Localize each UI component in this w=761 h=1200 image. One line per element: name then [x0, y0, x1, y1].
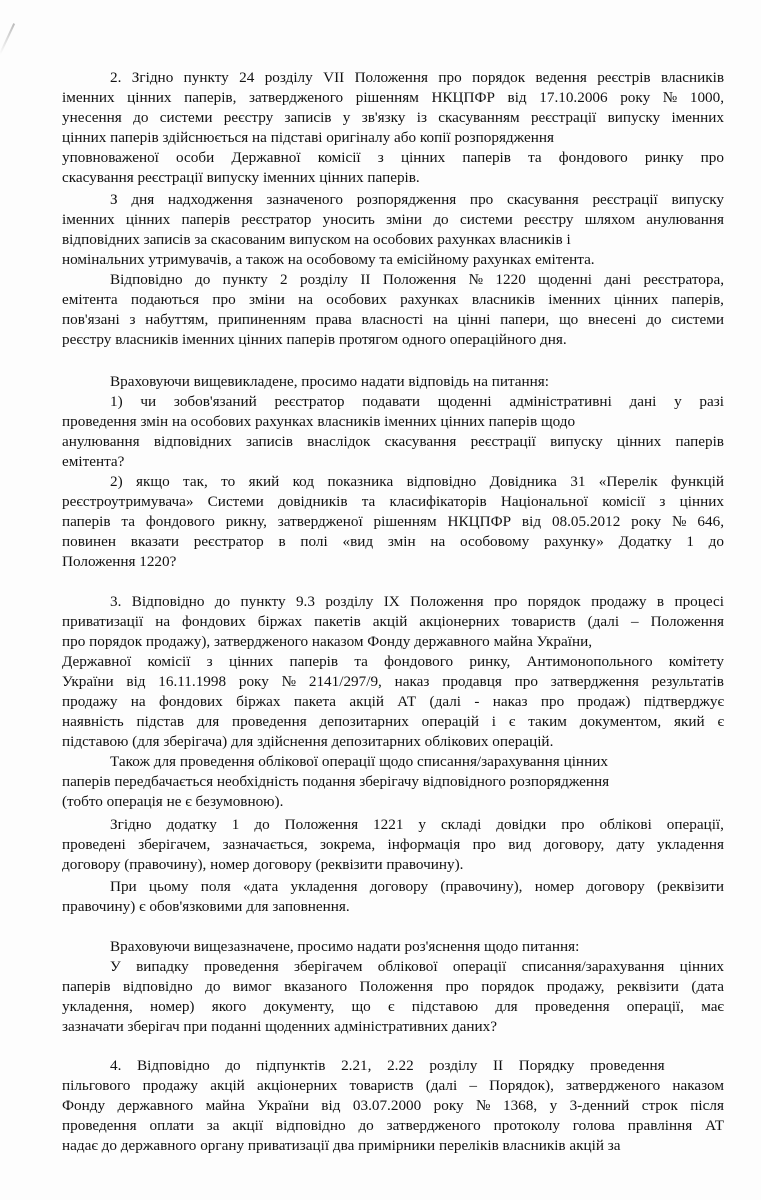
text-line: цінних паперів здійснюється на підставі оригіналу або копії розпорядження: [62, 129, 554, 146]
text-line: Враховуючи вищевикладене, просимо надати відповідь на питання:: [110, 373, 550, 390]
text-line: 2. Згідно пункту 24 розділу VII Положення про порядок ведення реєстрів власників: [110, 69, 725, 86]
text-line: іменних цінних паперів, затвердженого рішенням НКЦПФР від 17.10.2006 року № 1000,: [62, 89, 725, 106]
text-line: правочину) є обов'язковими для заповнення.: [62, 898, 350, 915]
text-line: (тобто операція не є безумовною).: [62, 793, 284, 810]
text-line: про порядок продажу), затвердженого наказом Фонду державного майна України,: [62, 633, 593, 650]
text-line: проведення змін на особових рахунках власників іменних цінних паперів щодо: [62, 413, 576, 430]
text-line: продажу на фондових біржах пакета акцій АТ (далі - наказ про продаж) підтверджує: [62, 693, 725, 710]
text-line: пільгового продажу акцій акціонерних товариств (далі – Порядок), затвердженого наказом: [62, 1077, 724, 1094]
text-line: У випадку проведення зберігачем облікової операції списання/зарахування цінних: [110, 958, 724, 975]
text-line: іменних цінних паперів реєстратор уносить зміни до системи реєстру шляхом анулювання: [62, 211, 724, 228]
text-line: емітента?: [62, 453, 125, 470]
text-line: паперів та фондового рикну, затвердженої рішенням НКЦПФР від 08.05.2012 року № 646,: [62, 513, 724, 530]
text-line: підставою (для зберігача) для здійснення депозитарних облікових операцій.: [62, 733, 554, 750]
text-line: надає до державного органу приватизації два примірники переліків власників акцій за: [62, 1137, 621, 1154]
text-line: При цьому поля «дата укладення договору (правочину), номер договору (реквізити: [110, 878, 725, 895]
text-line: наявність підстав для проведення депозитарних операцій і є таким документом, який є: [62, 713, 725, 730]
scan-artifact: [0, 23, 15, 55]
text-line: 2) якщо так, то який код показника відповідно Довідника 31 «Перелік функцій: [110, 473, 725, 490]
text-line: повинен вказати реєстратор в полі «вид змін на особовому рахунку» Додатку 1 до: [62, 533, 724, 550]
text-line: Положення 1220?: [62, 553, 177, 570]
text-line: договору (правочину), номер договору (реквізити правочину).: [62, 856, 464, 873]
text-line: Також для проведення облікової операції щодо списання/зарахування цінних: [110, 753, 608, 770]
text-line: паперів передбачається необхідність подання зберігачу відповідного розпорядження: [62, 773, 610, 790]
text-line: України від 16.11.1998 року № 2141/297/9, наказ продавця про затвердження результатів: [62, 673, 724, 690]
text-line: скасування реєстрації випуску іменних цінних паперів.: [62, 169, 420, 186]
text-line: зазначати зберігач при поданні щоденних адміністративних даних?: [62, 1018, 497, 1035]
text-line: проведення оплати за акції відповідно до затвердженого протоколу голова правління АТ: [62, 1117, 725, 1134]
text-line: 4. Відповідно до підпунктів 2.21, 2.22 розділу II Порядку проведення: [110, 1057, 665, 1074]
text-line: номінальних утримувачів, а також на особовому та емісійному рахунках емітента.: [62, 251, 595, 268]
text-line: Відповідно до пункту 2 розділу II Положення № 1220 щоденні дані реєстратора,: [110, 271, 724, 288]
text-line: 3. Відповідно до пункту 9.3 розділу IX Положення про порядок продажу в процесі: [110, 593, 724, 610]
text-line: реєстроутримувача» Системи довідників та класифікаторів Національної комісії з цінних: [62, 493, 724, 510]
text-line: укладення, номер) якого документу, що є підставою для проведення операції, має: [62, 998, 724, 1015]
text-line: відповідних записів за скасованим випуском на особових рахунках власників і: [62, 231, 571, 248]
text-line: паперів відповідно до вимог вказаного Положення про порядок продажу, реквізити (дата: [62, 978, 725, 995]
text-line: емітента подаються про зміни на особових рахунках власників іменних цінних паперів,: [62, 291, 724, 308]
text-line: пов'язані з набуттям, припиненням права власності на цінні папери, що внесені до системи: [62, 311, 724, 328]
text-line: унесення до системи реєстру записів у зв'язку із скасуванням реєстрації випуску іменних: [62, 109, 725, 126]
text-line: 1) чи зобов'язаний реєстратор подавати щоденні адміністративні дані у разі: [110, 393, 724, 410]
text-line: З дня надходження зазначеного розпорядження про скасування реєстрації випуску: [110, 191, 725, 208]
text-line: Фонду державного майна України від 03.07.2000 року № 1368, у 3-денний строк після: [62, 1097, 724, 1114]
text-line: уповноваженої особи Державної комісії з цінних паперів та фондового ринку про: [62, 149, 724, 166]
text-line: Згідно додатку 1 до Положення 1221 у складі довідки про облікові операції,: [110, 816, 724, 833]
text-line: проведені зберігачем, зазначається, зокрема, інформація про вид договору, дату укладення: [62, 836, 725, 853]
text-line: анулювання відповідних записів внаслідок скасування реєстрації випуску цінних паперів: [62, 433, 724, 450]
text-line: Державної комісії з цінних паперів та фондового ринку, Антимонопольного комітету: [62, 653, 724, 670]
text-line: приватизації на фондових біржах пакетів акцій акціонерних товариств (далі – Положення: [62, 613, 725, 630]
text-line: реєстру власників іменних цінних паперів протягом одного операційного дня.: [62, 331, 567, 348]
text-line: Враховуючи вищезазначене, просимо надати роз'яснення щодо питання:: [110, 938, 580, 955]
